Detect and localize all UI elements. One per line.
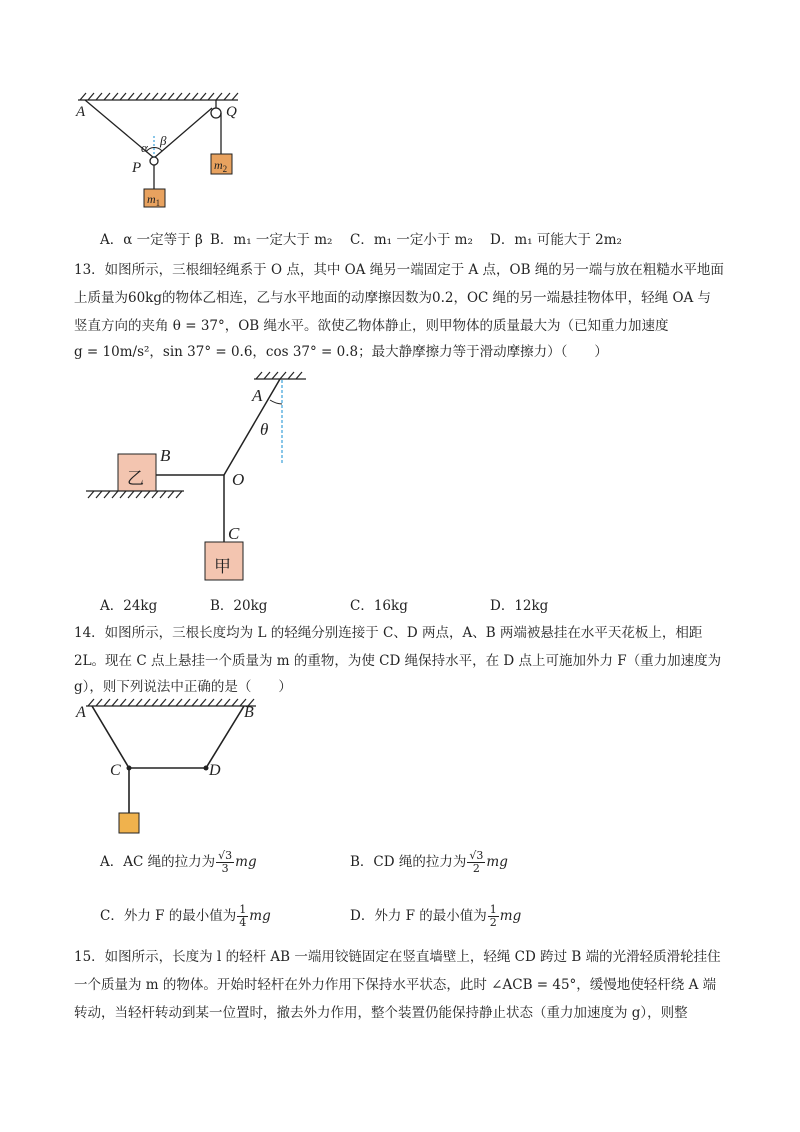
fig13-label-O: O [232, 470, 245, 489]
block-weight [119, 813, 139, 833]
fig13-label-B: B [160, 446, 171, 465]
q13-option-d: D．12kg [490, 598, 549, 614]
point-D [204, 766, 209, 771]
fig13-label-theta: θ [260, 420, 269, 439]
q13-figure [80, 370, 340, 582]
fig13-label-jia: 甲 [214, 557, 231, 577]
q14-figure [80, 696, 270, 841]
q13-option-a: A．24kg [100, 598, 158, 614]
theta-arc [270, 400, 282, 404]
pulley-Q [211, 108, 221, 118]
fig12-label-alpha: α [141, 140, 148, 155]
q14-option-d: D．外力 F 的最小值为 $\frac{1}{2}$ mg [350, 903, 522, 929]
pulley-P [150, 157, 158, 165]
fig12-label-P: P [132, 160, 142, 176]
q13-line-4: g = 10m/s²，sin 37° = 0.6，cos 37° = 0.8；最大静摩擦力等于滑动摩擦力）（ ） [74, 344, 608, 360]
ceiling-hatch [254, 372, 306, 379]
q14-line-2: 2L。现在 C 点上悬挂一个质量为 m 的重物，为使 CD 绳保持水平，在 D 点上可施加外力 F（重力加速度为 [74, 653, 722, 669]
ceiling-hatch [78, 93, 238, 100]
fig14-label-B: B [244, 704, 254, 721]
q14-option-a: A．AC 绳的拉力为 $\frac{√3}{3}$ mg [100, 849, 257, 875]
ceiling-hatch [86, 699, 256, 706]
q12-option-d: D．m₁ 可能大于 2m₂ [490, 232, 622, 248]
q13-option-b: B．20kg [210, 598, 268, 614]
q15-line-2: 一个质量为 m 的物体。开始时轻杆在外力作用下保持水平状态，此时 ∠ACB = 45°，缓慢地使轻杆绕 A 端 [74, 977, 717, 993]
q13-line-3: 竖直方向的夹角 θ = 37°，OB 绳水平。欲使乙物体静止，则甲物体的质量最大为（已知重力加速度 [74, 318, 669, 334]
fig12-label-m1: $m_1$ [147, 192, 161, 208]
q14-option-b: B．CD 绳的拉力为 $\frac{√3}{2}$ mg [350, 849, 508, 875]
fig13-label-yi: 乙 [127, 469, 144, 489]
q15-line-1: 15．如图所示，长度为 l 的轻杆 AB 一端用铰链固定在竖直墙壁上，轻绳 CD 跨过 B 端的光滑轻质滑轮挂住 [74, 949, 721, 965]
q12-option-b: B．m₁ 一定大于 m₂ [210, 232, 333, 248]
q14-line-3: g），则下列说法中正确的是（ ） [74, 679, 292, 695]
q13-line-1: 13．如图所示，三根细轻绳系于 O 点，其中 OA 绳另一端固定于 A 点，OB 绳的另一端与放在粗糙水平地面 [74, 262, 724, 278]
fig14-label-A: A [76, 704, 86, 721]
fig12-label-A: A [76, 104, 86, 120]
q12-option-c: C．m₁ 一定小于 m₂ [350, 232, 473, 248]
ground-hatch [86, 491, 184, 498]
q14-line-1: 14．如图所示，三根长度均为 L 的轻绳分别连接于 C、D 两点，A、B 两端被悬挂在水平天花板上，相距 [74, 625, 703, 641]
fig14-label-D: D [209, 762, 221, 779]
q14-option-c: C．外力 F 的最小值为 $\frac{1}{4}$ mg [100, 903, 271, 929]
fig13-label-A: A [252, 386, 263, 405]
fig12-label-beta: β [160, 133, 167, 148]
q13-option-c: C．16kg [350, 598, 408, 614]
q15-line-3: 转动，当轻杆转动到某一位置时，撤去外力作用，整个装置仍能保持静止状态（重力加速度为 g），则整 [74, 1005, 688, 1021]
fig14-label-C: C [110, 762, 121, 779]
fig12-label-Q: Q [226, 104, 237, 120]
q13-line-2: 上质量为60kg的物体乙相连，乙与水平地面的动摩擦因数为0.2，OC 绳的另一端悬挂物体甲，轻绳 OA 与 [74, 290, 712, 306]
rope-DB [206, 706, 244, 768]
q12-option-a: A．α 一定等于 β [100, 232, 203, 248]
point-C [127, 766, 132, 771]
fig13-label-C: C [228, 524, 240, 543]
rope-AC [92, 706, 129, 768]
fig12-label-m2: $m_2$ [214, 158, 228, 174]
